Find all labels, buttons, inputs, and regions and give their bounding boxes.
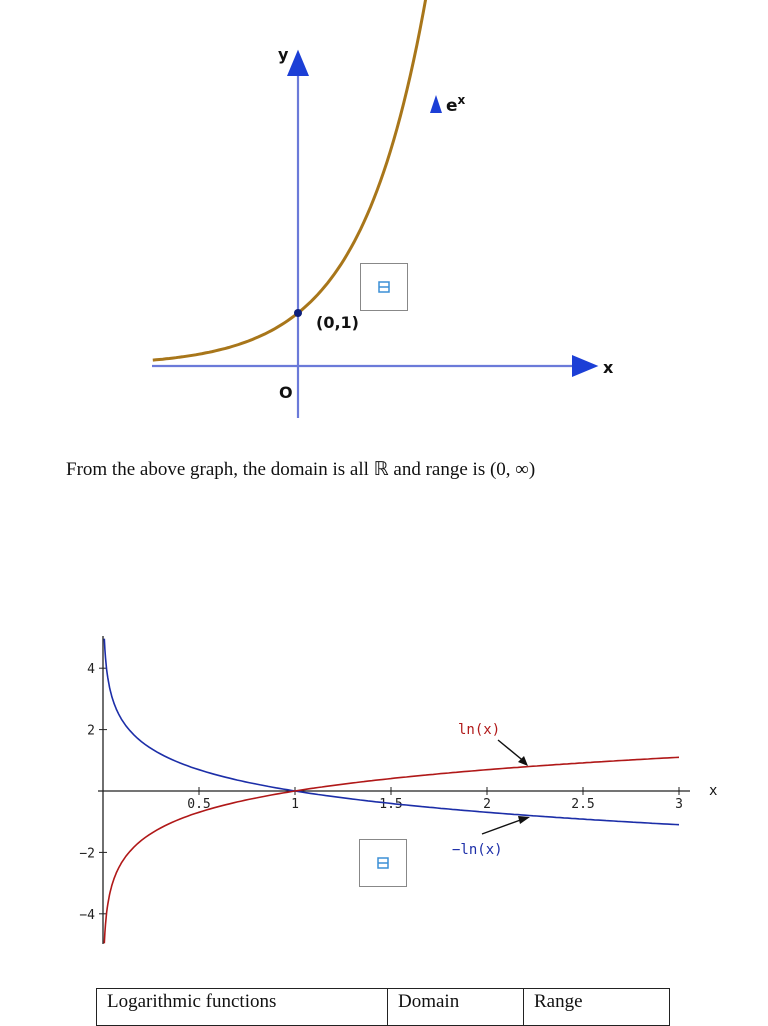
point-label: (0,1) xyxy=(316,313,359,332)
y-tick-label: 2 xyxy=(87,723,95,739)
x-axis-label: x xyxy=(709,783,718,799)
x-axis-label: x xyxy=(603,358,614,377)
y-tick-label: −4 xyxy=(79,907,95,923)
image-placeholder xyxy=(359,839,407,887)
x-tick-label: 2.5 xyxy=(571,797,595,812)
image-placeholder-icon xyxy=(376,856,390,870)
x-tick-label: 1 xyxy=(291,797,299,812)
series-label-exp: $e^x$ xyxy=(446,93,466,116)
exponential-graph xyxy=(0,0,768,440)
logarithm-graph xyxy=(0,620,768,950)
x-tick-label: 3 xyxy=(675,797,683,812)
x-tick-label: 2 xyxy=(483,797,491,812)
legend-label-neg-ln: −ln(x) xyxy=(452,842,503,858)
caption-text: From the above graph, the domain is all ℝ and range is (0, ∞) xyxy=(66,459,536,480)
curve-arrowhead xyxy=(430,95,442,113)
table-header: Logarithmic functions xyxy=(97,989,388,1026)
table-header: Domain xyxy=(388,989,524,1026)
x-tick-label: 1.5 xyxy=(379,797,403,812)
x-tick-label: 0.5 xyxy=(187,797,211,812)
table-header-row xyxy=(97,989,670,1026)
y-tick-label: 4 xyxy=(87,662,95,678)
point-0-1 xyxy=(294,309,302,317)
image-placeholder xyxy=(360,263,408,311)
y-tick-label: −2 xyxy=(79,846,95,862)
y-axis-label: y xyxy=(278,45,289,64)
origin-label: O xyxy=(279,383,293,402)
table-header: Range xyxy=(524,989,670,1026)
image-placeholder-icon xyxy=(377,280,391,294)
log-functions-table xyxy=(96,988,670,1026)
legend-label-ln: ln(x) xyxy=(458,722,501,738)
